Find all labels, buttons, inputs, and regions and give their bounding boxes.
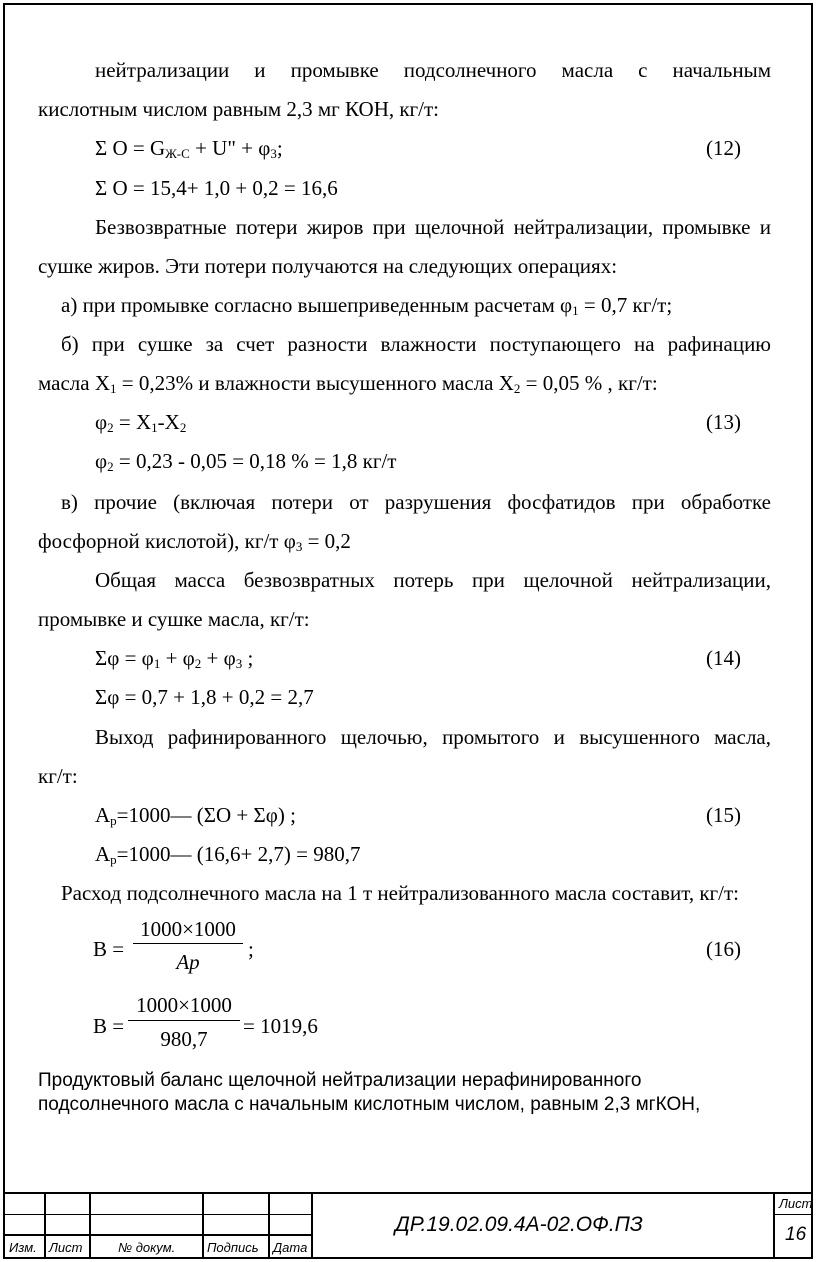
fraction-bar [128,1020,240,1021]
equation-15: $А_р=1000—$ (ΣО + Σφ) ; [95,803,296,828]
paragraph-line: промывке и сушке масла, кг/т: [38,607,310,631]
paragraph-line: масла $X_1 = 0,23\%$ и влажности высушенного масла $X_2 = 0,05$ % , кг/т: [38,371,658,396]
paragraph-line: Общая масса безвозвратных потерь при щелочной нейтрализации, [95,568,771,592]
divider [89,1192,91,1259]
equation-12: Σ $О = G_{Ж-С} + U$" + $\varphi_3$; [95,136,283,161]
stamp-col-list: Лист [49,1240,83,1255]
equation-12-values: Σ О = 15,4+ 1,0 + 0,2 = 16,6 [95,176,338,200]
item-v: в) прочие (включая потери от разрушения фосфатидов при обработке [61,490,771,514]
equation-16-fraction [133,916,243,976]
fraction-denominator: 980,7 [160,1027,208,1051]
sheet-number: 16 [785,1224,807,1245]
title-block [3,1192,813,1259]
paragraph-line: Расход подсолнечного масла на 1 т нейтрализованного масла составит, кг/т: [61,881,739,905]
paragraph-line: фосфорной кислотой), кг/т $\varphi_3 = 0,2$ [38,529,351,554]
divider [3,1214,313,1215]
equation-number: (16) [706,937,741,961]
divider [773,1214,813,1215]
stamp-col-doc: № докум. [118,1240,176,1255]
equation-16-result: = 1019,6 [243,1014,318,1038]
paragraph-line: кг/т: [38,764,78,788]
equation-number: (14) [706,646,741,670]
paragraph-line: Продуктовый баланс щелочной нейтрализации нерафинированного [38,1070,642,1091]
divider [311,1192,313,1259]
fraction-denominator: Ap [176,950,200,974]
document-code: ДР.19.02.09.4А-02.ОФ.ПЗ [395,1213,643,1236]
equation-16-lhs: В = [93,937,125,961]
paragraph-line: нейтрализации и промывке подсолнечного масла с начальным [95,58,771,82]
divider [3,1234,313,1236]
equation-number: (12) [706,136,741,160]
stamp-col-izm: Изм. [9,1240,37,1255]
paragraph-line: Безвозвратные потери жиров при щелочной нейтрализации, промывке и [95,215,771,239]
paragraph-line: Выход рафинированного щелочью, промытого и высушенного масла, [95,725,771,749]
equation-14-values: Σφ = 0,7 + 1,8 + 0,2 = 2,7 [95,685,314,709]
item-b: б) при сушке за счет разности влажности поступающего на рафинацию [61,332,771,356]
divider [3,1192,813,1194]
equation-number: (15) [706,803,741,827]
divider [773,1192,775,1259]
equation-13-values: $\varphi_2 = 0,23 - 0,05 = 0,18$ % = 1,8 кг/т [95,449,397,474]
sheet-label: Лист [779,1196,813,1211]
fraction-bar [133,943,243,944]
equation-16-values-fraction [128,992,240,1054]
divider [44,1192,46,1259]
divider [268,1192,270,1259]
stamp-col-date: Дата [273,1240,308,1255]
fraction-numerator: 1000×1000 [140,917,236,941]
equation-16-values-lhs: В = [93,1014,125,1038]
equation-14: $\Sigma\varphi = \varphi_1 + \varphi_2 + \varphi_3$ ; [95,646,254,671]
divider [202,1192,204,1259]
equation-13: $\varphi_2 = X_1-X_2$ [95,410,187,435]
item-a: а) при промывке согласно вышеприведенным расчетам $\varphi_1 = 0,7$ кг/т; [61,293,673,318]
fraction-numerator: 1000×1000 [136,993,232,1017]
paragraph-line: кислотным числом равным 2,3 мг КОН, кг/т: [38,97,440,121]
equation-15-values: $А_р=1000—$ (16,6+ 2,7) = 980,7 [95,842,361,867]
paragraph-line: подсолнечного масла с начальным кислотным числом, равным 2,3 мгКОН, [38,1094,701,1115]
equation-16-semicolon: ; [248,937,254,961]
stamp-col-sign: Подпись [207,1240,259,1255]
paragraph-line: сушке жиров. Эти потери получаются на следующих операциях: [38,254,618,278]
equation-number: (13) [706,410,741,434]
